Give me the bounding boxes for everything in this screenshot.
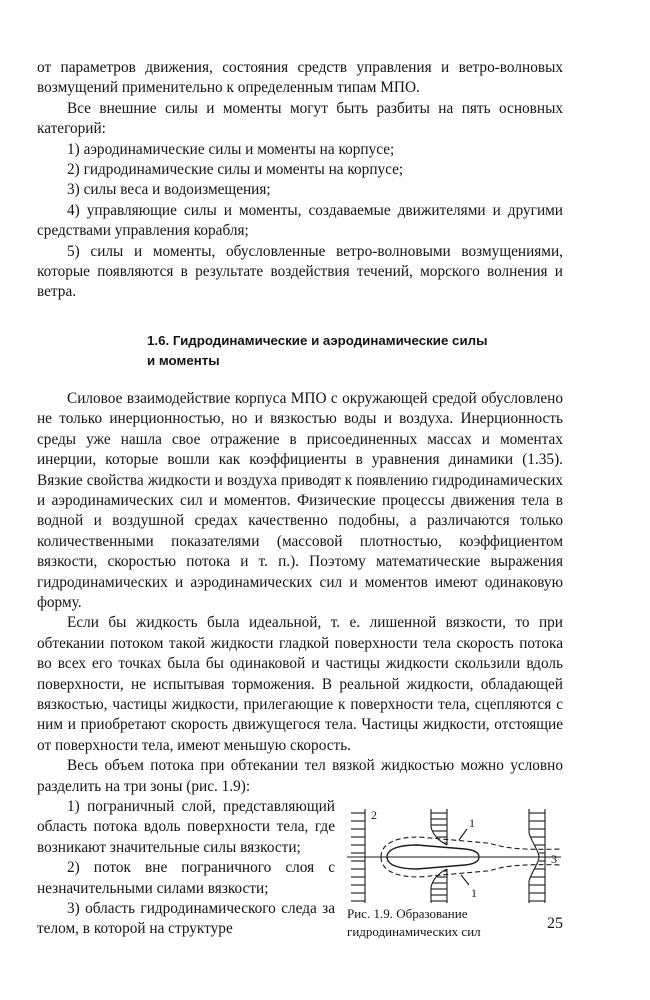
category-item-2: 2) гидродинамические силы и моменты на корпусе; [67,161,404,179]
body-paragraph-1: Силовое взаимодействие корпуса МПО с окружающей средой обусловлено не только инерционностью, но и вязкостью воды и воздуха. Инерционность среды уже нашла свое отражение в присоединенных массах и моментах инерции, которые вошли как коэффициенты в уравнения динамики (1.35). Вязкие свойства жидкости и воздуха приводят к появлению гидродинамических и аэродинамических сил и моментов. Физические процессы движения тела в водной и воздушной средах качественно подобны, а различаются только количественными показателями (массовой плотностью, коэффициентом вязкости, скоростью потока и т. п.). Поэтому математические выражения гидродинамических и аэродинамических сил и моментов имеют одинаковую форму. [37,389,563,611]
zone-item-2: 2) поток вне пограничного слоя с незначительными силами вязкости; [37,859,335,897]
figure-label-1-top: 1 [469,816,475,830]
section-heading [147,331,563,371]
inflow-velocity-profile [351,809,365,903]
figure-caption: Рис. 1.9. Образование гидродинамических сил [347,906,481,939]
body-paragraph-3: Весь объем потока при обтекании тел вязкой жидкостью можно условно разделить на три зоны (рис. 1.9): [37,757,563,795]
page-content [37,58,563,967]
category-item-5: 5) силы и моменты, обусловленные ветро-волновыми возмущениями, которые появляются в результате воздействия течений, морского волнения и ветра. [37,242,563,301]
zones-with-figure [37,797,563,967]
zones-list [37,797,335,940]
figure-label-1-bottom: 1 [471,886,477,900]
category-item-3: 3) силы веса и водоизмещения; [67,181,271,199]
label-1-leader-bottom [461,875,469,885]
section-title-line-2: и моменты [147,352,220,368]
figure-label-2: 2 [371,808,377,822]
page-number: 25 [547,915,563,932]
intro-paragraph-2: Все внешние силы и моменты могут быть разбиты на пять основных категорий: [37,99,563,138]
label-1-leader-top [459,829,467,840]
figure-label-3: 3 [551,852,557,866]
wake-velocity-profile [529,809,545,903]
figure-1-9 [347,807,563,905]
boundary-layer-diagram [347,807,563,905]
category-item-4: 4) управляющие силы и моменты, создаваемые движителями и другими средствами управления корабля; [37,201,563,240]
zone-item-1: 1) пограничный слой, представляющий область потока вдоль поверхности тела, где возникают значительные силы вязкости; [37,798,335,856]
category-item-1: 1) аэродинамические силы и моменты на корпусе; [67,140,395,158]
body-paragraph-2: Если бы жидкость была идеальной, т. е. лишенной вязкости, то при обтекании потоком такой жидкости гладкой поверхности тела скорость потока во всех его точках была бы одинаковой и частицы жидкости скользили вдоль поверхности, не испытывая торможения. В реальной жидкости, обладающей вязкостью, частицы жидкости, прилегающие к поверхности тела, сцепляются с ним и приобретают скорость движущегося тела. Частицы жидкости, отстоящие от поверхности тела, имеют меньшую скорость. [37,614,563,754]
zone-item-3: 3) область гидродинамического следа за телом, в которой на структуре [37,900,335,938]
intro-paragraph-1: от параметров движения, состояния средств управления и ветро-волновых возмущений применительно к определенным типам МПО. [37,59,563,97]
boundary-velocity-profile-bottom [431,869,447,903]
section-title-line-1: 1.6. Гидродинамические и аэродинамические силы [147,332,488,348]
